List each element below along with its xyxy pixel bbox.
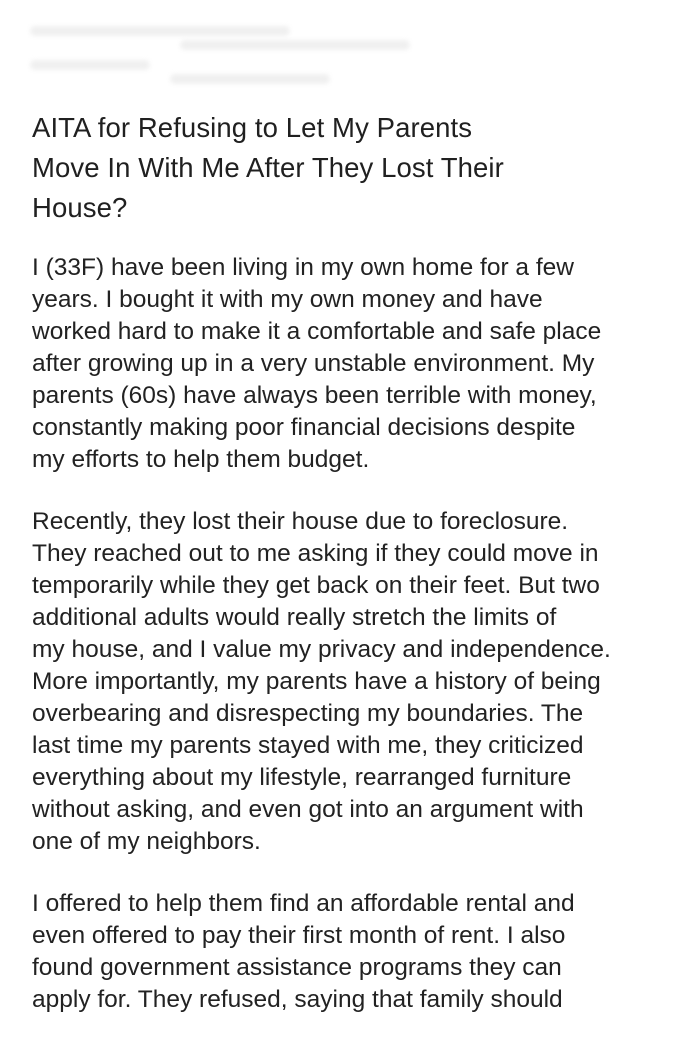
post-body — [32, 252, 672, 1016]
post-paragraph-line: I (33F) have been living in my own home for a few — [32, 254, 574, 281]
post-paragraph-line: last time my parents stayed with me, they criticized — [32, 732, 584, 759]
post-paragraph-line: worked hard to make it a comfortable and safe place — [32, 318, 602, 345]
post-title-line: AITA for Refusing to Let My Parents — [32, 112, 473, 143]
post-paragraph-line: one of my neighbors. — [32, 828, 261, 855]
post-paragraph-line: found government assistance programs they can — [32, 954, 562, 981]
post-paragraph-line: even offered to pay their first month of rent. I also — [32, 922, 566, 949]
post-title-line: Move In With Me After They Lost Their — [32, 152, 504, 183]
post-title-line: House? — [32, 192, 128, 223]
post-paragraph — [32, 888, 672, 1016]
faded-header-bar — [30, 60, 150, 70]
post-paragraph-line: years. I bought it with my own money and have — [32, 286, 543, 313]
post-paragraph-line: my efforts to help them budget. — [32, 446, 370, 473]
post-title — [32, 108, 672, 228]
post-paragraph — [32, 506, 672, 858]
post-paragraph-line: everything about my lifestyle, rearranged furniture — [32, 764, 572, 791]
post-paragraph-line: overbearing and disrespecting my boundaries. The — [32, 700, 584, 727]
post-paragraph-line: Recently, they lost their house due to foreclosure. — [32, 508, 569, 535]
post-paragraph-line: without asking, and even got into an argument with — [32, 796, 584, 823]
post-paragraph-line: temporarily while they get back on their feet. But two — [32, 572, 600, 599]
post-paragraph-line: More importantly, my parents have a history of being — [32, 668, 601, 695]
faded-header-bar — [180, 40, 410, 50]
post-paragraph-line: constantly making poor financial decisions despite — [32, 414, 576, 441]
post-paragraph-line: I offered to help them find an affordable rental and — [32, 890, 575, 917]
post-paragraph-line: my house, and I value my privacy and independence. — [32, 636, 611, 663]
faded-header-bar — [170, 74, 330, 84]
faded-header — [30, 18, 430, 88]
post-paragraph-line: apply for. They refused, saying that family should — [32, 986, 563, 1013]
post-paragraph — [32, 252, 672, 476]
post-paragraph-line: They reached out to me asking if they could move in — [32, 540, 599, 567]
post — [32, 108, 672, 1046]
post-paragraph-line: additional adults would really stretch the limits of — [32, 604, 557, 631]
faded-header-bar — [30, 26, 290, 36]
post-paragraph-line: parents (60s) have always been terrible with money, — [32, 382, 597, 409]
post-paragraph-line: after growing up in a very unstable environment. My — [32, 350, 595, 377]
